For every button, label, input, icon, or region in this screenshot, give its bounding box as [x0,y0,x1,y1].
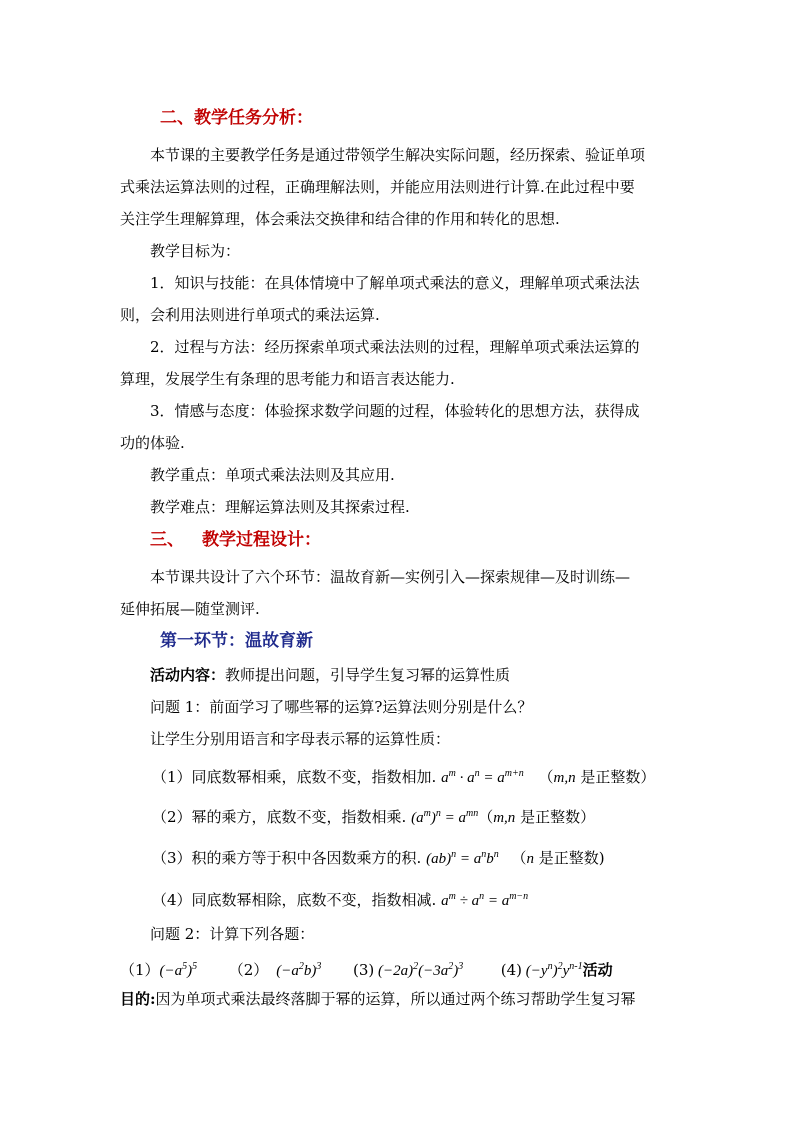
paragraph-line: 延伸拓展—随堂测评. [120,600,260,618]
exercise-1-expr: $(-a^5)^5$ [159,961,198,979]
goal-3-line: 功的体验. [120,434,185,452]
exercise-3-expr: $(-2a)^2(-3a^2)^3$ [374,961,464,979]
purpose-text: 因为单项式乘法最终落脚于幂的运算，所以通过两个练习帮助学生复习幂 [155,990,636,1008]
activity-purpose [120,989,636,1009]
activity-content [150,665,510,685]
exercise-1-label: （1） [120,961,160,979]
rule-1-condition-open: （ [538,768,554,786]
exercise-3-label: (3) [352,961,375,979]
rule-1-formula: $a^m \cdot a^n = a^{m+n}$ [441,768,524,786]
section3-heading-num: 三、 [150,530,184,550]
exercise-2-expr: $(-a^2b)^3$ [276,961,322,979]
activity-text: 教师提出问题，引导学生复习幂的运算性质 [225,666,511,684]
rule-3-condition-open: （ [511,849,527,867]
question-1: 问题 1：前面学习了哪些幂的运算?运算法则分别是什么？ [150,698,533,716]
exercise-4-expr: $(-y^n)^2y^{n-1}$ [522,961,583,979]
rule-1-condition-vars: m,n [553,770,576,786]
rule-3-formula: $(ab)^n = a^nb^n$ [426,849,499,867]
rule-2-formula: $(a^m)^n = a^{mn}$ [411,808,479,826]
section3-heading-text: 教学过程设计： [202,530,321,550]
goal-2-line: 算理，发展学生有条理的思考能力和语言表达能力. [120,370,455,388]
rule-3-condition-text: 是正整数) [534,849,605,867]
rule-4-text: （4）同底数幂相除，底数不变，指数相减. [152,891,437,909]
rule-4-formula: $a^m \div a^n = a^{m-n}$ [441,891,529,909]
paragraph-line: 关注学生理解算理，体会乘法交换律和结合律的作用和转化的思想. [120,210,560,228]
stage1-heading: 第一环节：温故育新 [160,631,313,651]
paragraph-line: 本节课的主要教学任务是通过带领学生解决实际问题，经历探索、验证单项 [150,146,646,164]
rule-3-condition-vars: n [526,851,535,867]
question-2: 问题 2：计算下列各题： [150,925,315,943]
key-point: 教学重点：单项式乘法法则及其应用. [150,466,395,484]
rule-2-condition-open: （ [478,808,494,826]
rule-2-text: （2）幂的乘方，底数不变，指数相乘. [152,808,407,826]
goal-1-line: 1．知识与技能：在具体情境中了解单项式乘法的意义，理解单项式乘法法 [150,274,640,292]
section3-heading [150,530,321,550]
difficult-point: 教学难点：理解运算法则及其探索过程. [150,498,410,516]
goals-label: 教学目标为： [150,242,241,260]
paragraph-line: 本节课共设计了六个环节：温故育新—实例引入—探索规律—及时训练— [150,568,631,586]
goal-1-line: 则，会利用法则进行单项式的乘法运算. [120,306,380,324]
rule-3-text: （3）积的乘方等于积中各因数乘方的积. [152,849,422,867]
rule-1-condition-text: 是正整数） [575,768,656,786]
question-1-instruction: 让学生分别用语言和字母表示幂的运算性质： [150,730,451,748]
rule-2 [152,804,595,828]
rule-1 [152,764,655,788]
activity-label: 活动内容： [150,666,226,684]
purpose-label-a: 活动 [582,961,613,979]
rule-1-text: （1）同底数幂相乘，底数不变，指数相加. [152,768,437,786]
exercise-4-label: (4) [500,961,523,979]
purpose-label-b: 目的: [120,990,156,1008]
exercise-row [120,957,613,981]
rule-2-condition-vars: m,n [493,810,516,826]
paragraph-line: 式乘法运算法则的过程，正确理解法则，并能应用法则进行计算.在此过程中要 [120,178,635,196]
rule-2-condition-text: 是正整数） [515,808,596,826]
rule-4 [152,887,528,911]
goal-2-line: 2．过程与方法：经历探索单项式乘法法则的过程，理解单项式乘法运算的 [150,338,640,356]
exercise-2-label: （2） [228,961,269,979]
section2-heading: 二、教学任务分析： [160,108,313,128]
rule-3 [152,845,605,869]
goal-3-line: 3．情感与态度：体验探求数学问题的过程，体验转化的思想方法，获得成 [150,402,640,420]
